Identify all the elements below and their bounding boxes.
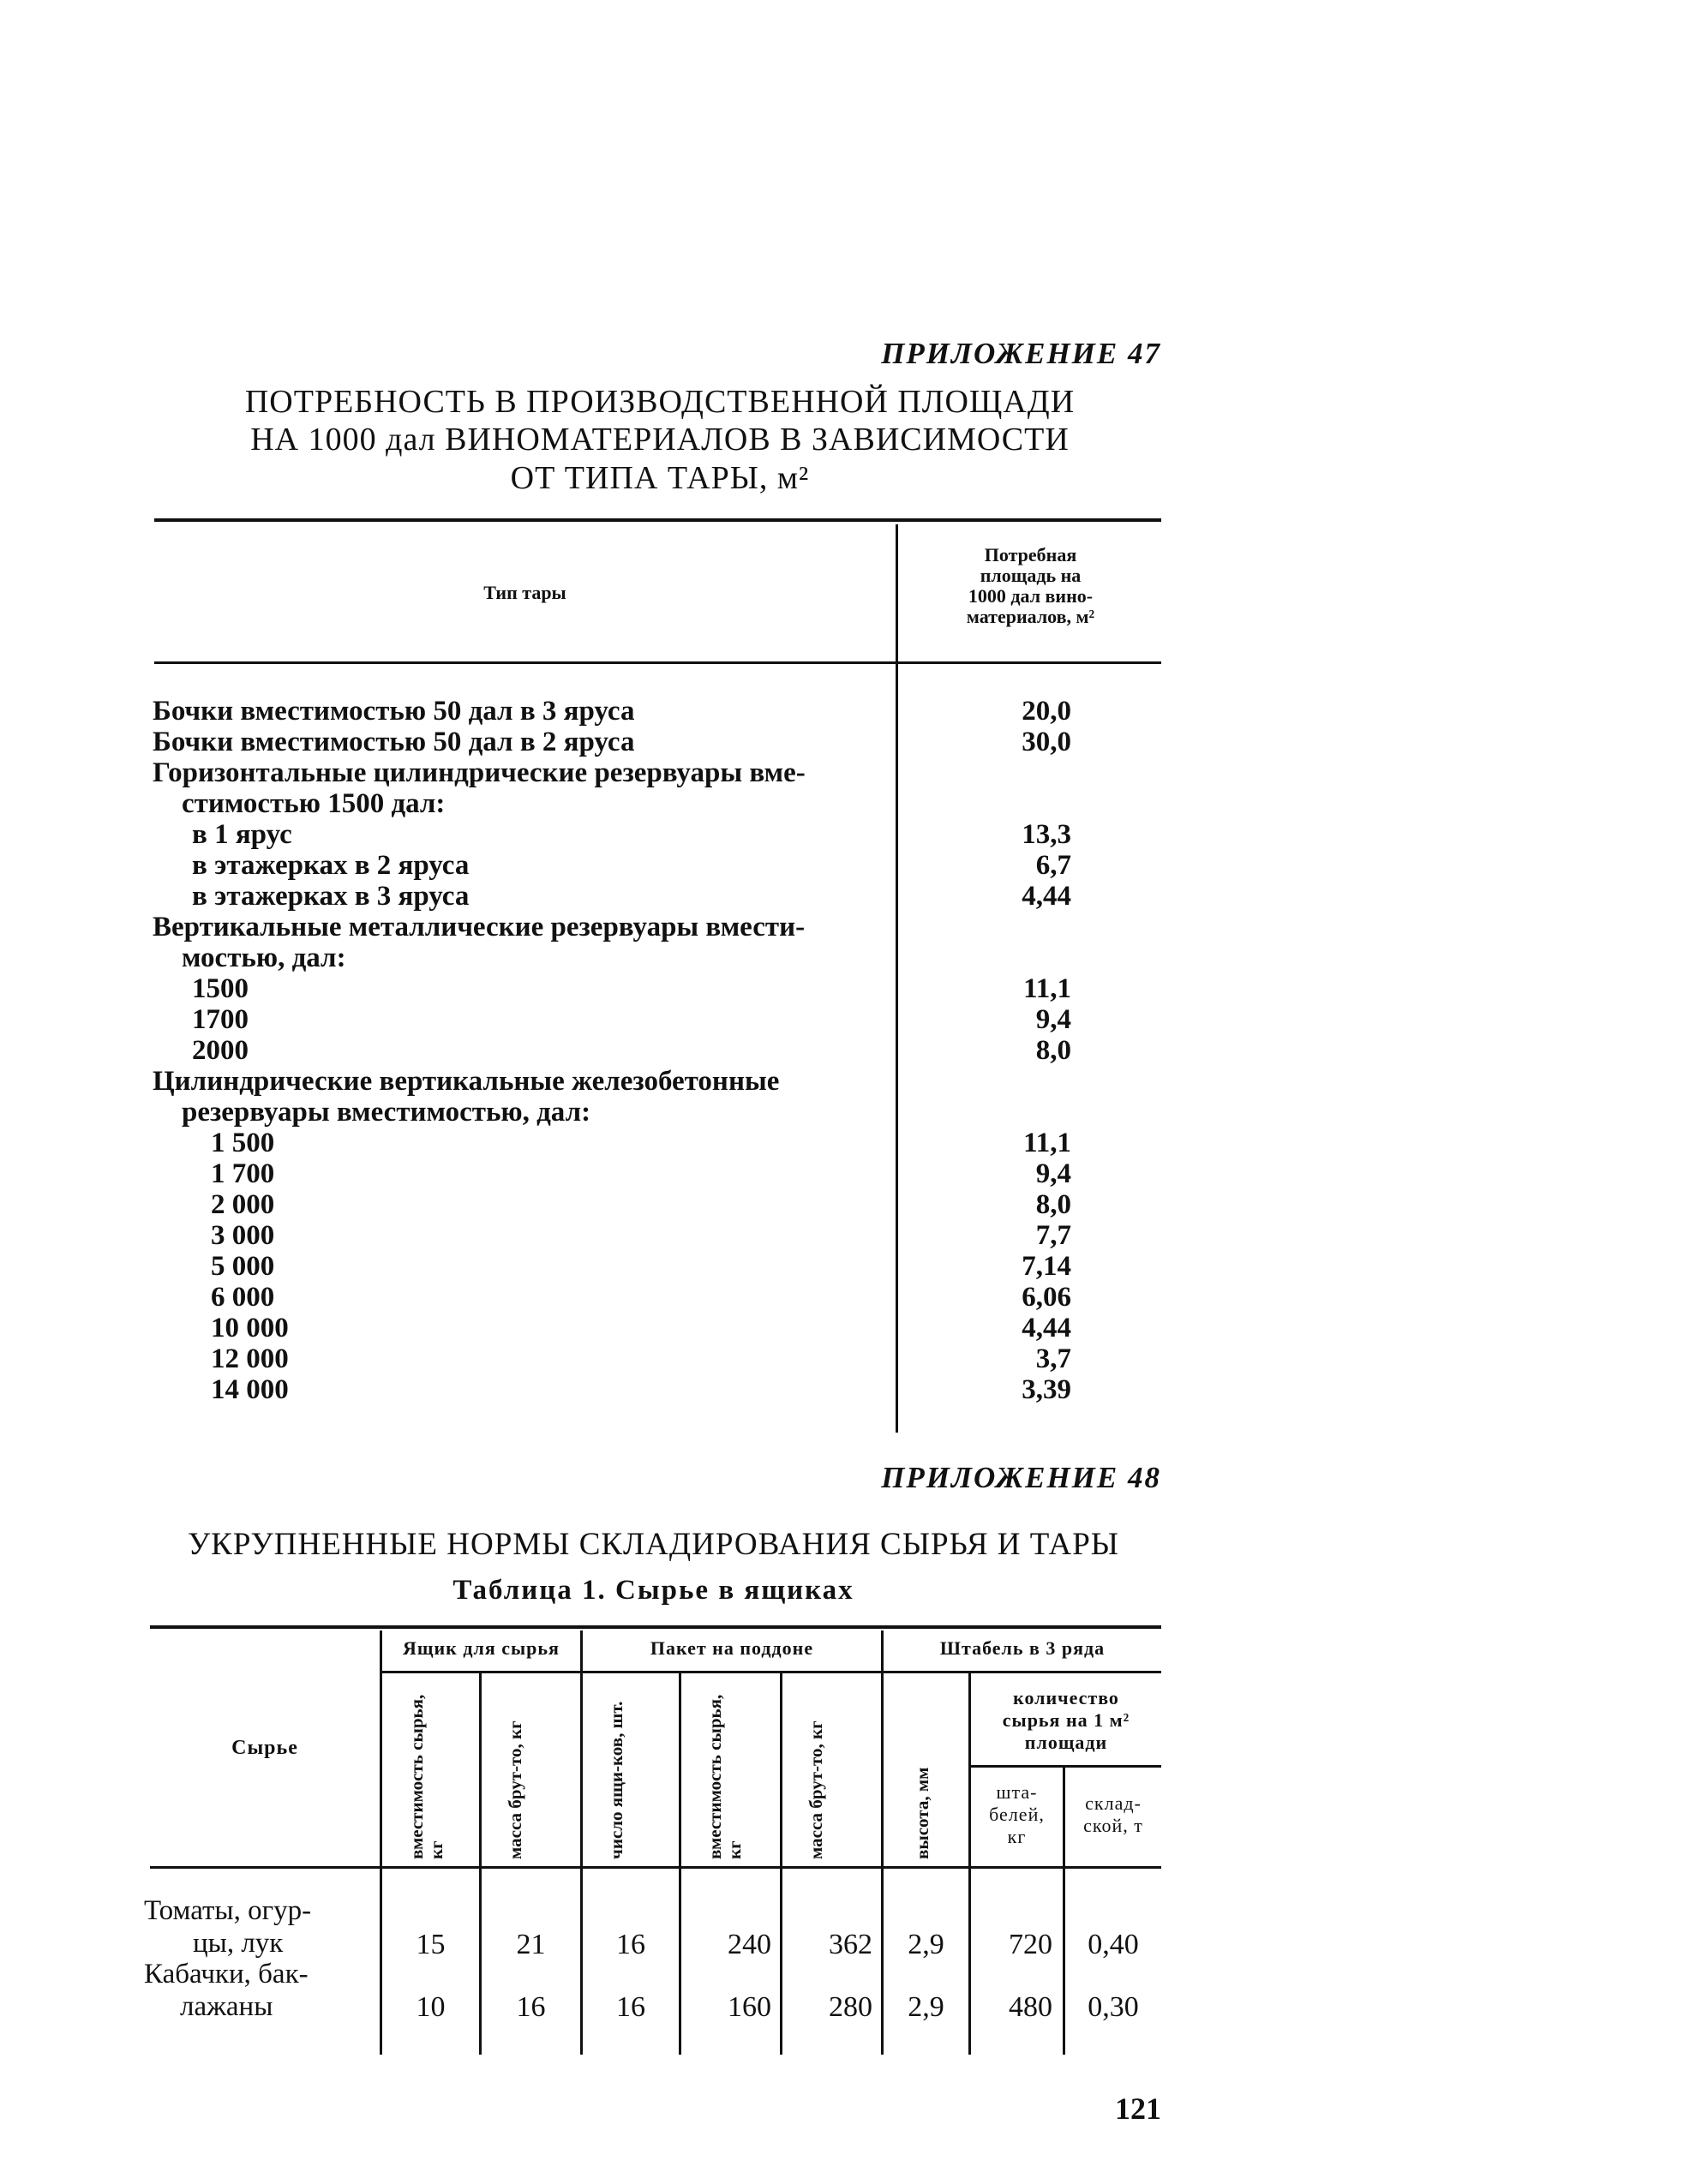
table1-row-value: 9,4 [1035, 1004, 1071, 1035]
table1-row-label: Бочки вместимостью 50 дал в 2 яруса [153, 727, 635, 757]
table2-group-stack: Штабель в 3 ряда [939, 1637, 1106, 1659]
table1-row-value: 30,0 [1022, 727, 1071, 757]
table2-cell: 280 [829, 1991, 872, 2023]
table1-row-label: 1700 [192, 1004, 249, 1035]
table1-row-label: в 1 ярус [192, 819, 292, 850]
appendix-48-title: УКРУПНЕННЫЕ НОРМЫ СКЛАДИРОВАНИЯ СЫРЬЯ И ТАРЫ [187, 1527, 1120, 1562]
table-2-caption: Таблица 1. Сырье в ящиках [452, 1575, 854, 1606]
table2-cell: 362 [829, 1929, 872, 1960]
table2-top-rule [150, 1625, 1161, 1629]
table1-row-value: 8,0 [1035, 1189, 1071, 1220]
table2-header-box-gross: масса брут-то, кг [505, 1720, 525, 1859]
table1-column-divider [896, 524, 898, 1433]
table2-header-raw: Сырье [231, 1737, 298, 1759]
table1-row-label: 14 000 [211, 1374, 289, 1405]
table2-header-stack-kg-l3: кг [1007, 1826, 1027, 1847]
table2-header-stack-height: высота, мм [912, 1767, 932, 1859]
table1-row-label: 5 000 [211, 1251, 275, 1282]
table1-row-value: 13,3 [1022, 819, 1071, 850]
table2-row-name: лажаны [180, 1991, 273, 2022]
table1-row-value: 4,44 [1022, 1313, 1071, 1343]
table2-header-stack-kg-l2: белей, [989, 1804, 1045, 1825]
table1-row-label: резервуары вместимостью, дал: [182, 1097, 591, 1128]
table2-cell: 0,30 [1088, 1991, 1139, 2023]
table1-row-value: 3,7 [1035, 1343, 1071, 1374]
table1-row-label: в этажерках в 3 яруса [192, 881, 470, 912]
table2-header-pallet-gross: масса брут-то, кг [806, 1720, 826, 1859]
table1-row-label: 3 000 [211, 1220, 275, 1251]
page-number: 121 [1115, 2091, 1161, 2126]
table2-cell: 160 [728, 1991, 771, 2023]
table2-divider [580, 1631, 583, 2055]
table1-row-label: мостью, дал: [182, 942, 346, 973]
table2-divider [881, 1631, 884, 2055]
table1-row-label: Бочки вместимостью 50 дал в 3 яруса [153, 696, 635, 727]
table1-row-value: 6,06 [1022, 1282, 1071, 1313]
table1-top-rule [154, 518, 1161, 522]
table1-row-value: 11,1 [1023, 1128, 1071, 1158]
table1-row-label: Цилиндрические вертикальные железобетонные [153, 1066, 780, 1097]
table2-cell: 10 [416, 1991, 446, 2023]
table1-row-label: Горизонтальные цилиндрические резервуары вме- [153, 757, 806, 788]
table2-cell: 2,9 [908, 1991, 944, 2023]
table1-row-value: 4,44 [1022, 881, 1071, 912]
table1-row-value: 3,39 [1022, 1374, 1071, 1405]
table1-row-label: 1 500 [211, 1128, 275, 1158]
table1-row-value: 7,14 [1022, 1251, 1071, 1282]
table1-row-label: 6 000 [211, 1282, 275, 1313]
table2-header-stack-kg-l1: шта- [996, 1781, 1038, 1803]
table2-cell: 0,40 [1088, 1929, 1139, 1960]
table1-row-label: 1500 [192, 973, 249, 1004]
table2-row-name: цы, лук [193, 1928, 284, 1959]
table1-row-label: 12 000 [211, 1343, 289, 1374]
table1-row-label: 2000 [192, 1035, 249, 1066]
table2-header-stack-t-l1: склад- [1085, 1792, 1142, 1814]
table2-group-box: Ящик для сырья [403, 1637, 560, 1659]
table2-header-rule [150, 1866, 1161, 1869]
table2-row-name: Томаты, огур- [144, 1895, 312, 1926]
table2-cell: 21 [516, 1929, 546, 1960]
table2-group-pallet: Пакет на поддоне [650, 1637, 814, 1659]
table1-row-label: 1 700 [211, 1158, 275, 1189]
table1-header-rule [154, 661, 1161, 664]
table2-cell: 16 [616, 1991, 645, 2023]
table1-row-value: 6,7 [1035, 850, 1071, 881]
table2-cell: 480 [1009, 1991, 1052, 2023]
table1-header-area-l4: материалов, м² [966, 606, 1095, 627]
table1-header-area-l1: Потребная [984, 544, 1077, 565]
table2-cell: 720 [1009, 1929, 1052, 1960]
table2-group-rule [381, 1671, 1161, 1673]
table1-row-label: 10 000 [211, 1313, 289, 1343]
table2-header-qty-l1: количество [1013, 1687, 1119, 1708]
table2-header-pallet-capacity: вместимость сырья, кг [704, 1694, 745, 1859]
table1-row-label: Вертикальные металлические резервуары вмести- [153, 912, 806, 942]
table2-cell: 2,9 [908, 1929, 944, 1960]
table2-cell: 240 [728, 1929, 771, 1960]
table1-row-label: стимостью 1500 дал: [182, 788, 446, 819]
table1-row-value: 8,0 [1035, 1035, 1071, 1066]
table2-cell: 15 [416, 1929, 446, 1960]
table1-row-label: в этажерках в 2 яруса [192, 850, 470, 881]
table1-row-label: 2 000 [211, 1189, 275, 1220]
appendix-47-title-line-3: ОТ ТИПА ТАРЫ, м² [510, 460, 810, 496]
table2-row-name: Кабачки, бак- [144, 1959, 309, 1990]
table2-header-pallet-count: число ящи-ков, шт. [606, 1701, 626, 1859]
table2-cell: 16 [616, 1929, 645, 1960]
table1-header-area-l2: площадь на [980, 565, 1082, 586]
appendix-47-title-line-2: НА 1000 дал ВИНОМАТЕРИАЛОВ В ЗАВИСИМОСТИ [250, 422, 1070, 458]
table1-row-value: 7,7 [1035, 1220, 1071, 1251]
table2-header-qty-l3: площади [1024, 1732, 1108, 1753]
table1-row-value: 11,1 [1023, 973, 1071, 1004]
appendix-48-label: ПРИЛОЖЕНИЕ 48 [881, 1461, 1161, 1494]
table2-cell: 16 [516, 1991, 546, 2023]
appendix-47-label: ПРИЛОЖЕНИЕ 47 [881, 337, 1161, 370]
table2-header-box-capacity: вместимость сырья, кг [406, 1694, 446, 1859]
table2-header-stack-t-l2: ской, т [1083, 1815, 1143, 1836]
table2-header-qty-l2: сырья на 1 м² [1002, 1709, 1130, 1731]
table1-header-type: Тип тары [483, 582, 566, 603]
table2-divider [380, 1631, 382, 2055]
table1-row-value: 20,0 [1022, 696, 1071, 727]
appendix-47-title-line-1: ПОТРЕБНОСТЬ В ПРОИЗВОДСТВЕННОЙ ПЛОЩАДИ [244, 384, 1076, 420]
table1-row-value: 9,4 [1035, 1158, 1071, 1189]
table1-header-area-l3: 1000 дал вино- [968, 585, 1094, 607]
